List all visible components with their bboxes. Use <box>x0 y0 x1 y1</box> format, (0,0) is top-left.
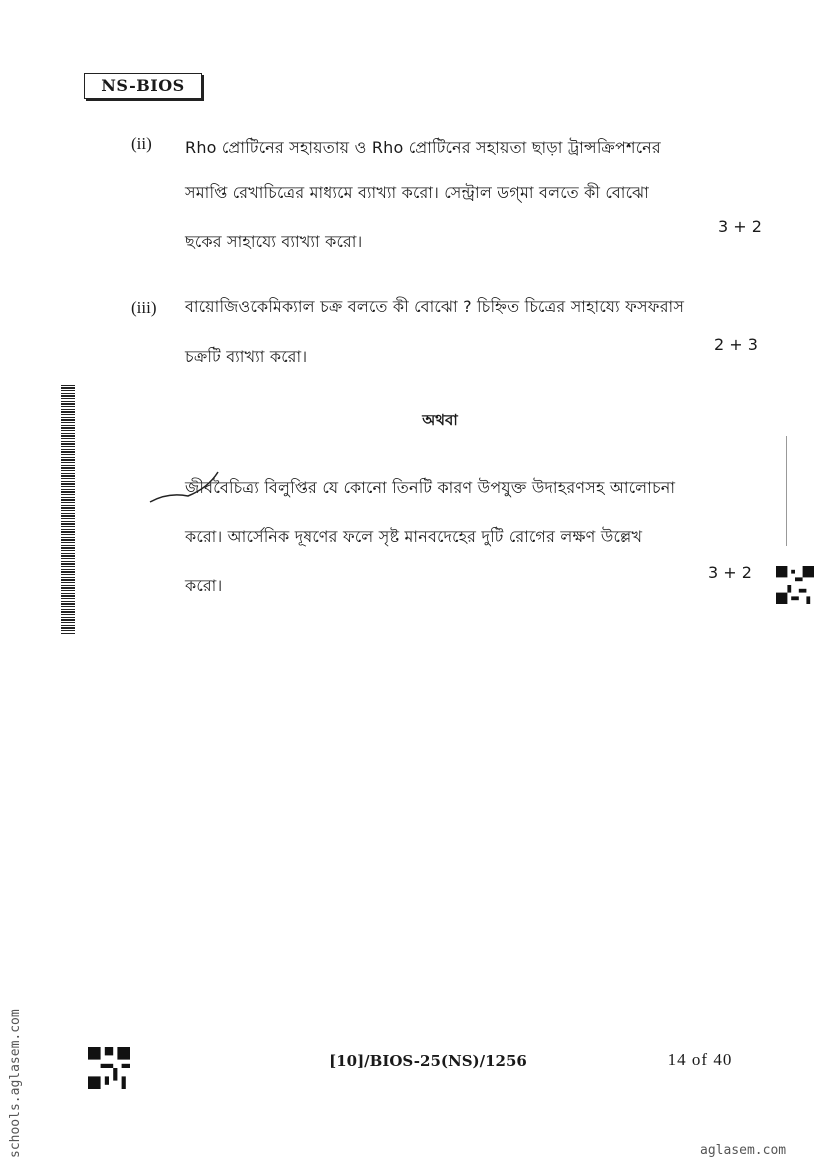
question-line: চক্রটি ব্যাখ্যা করো। <box>185 347 308 366</box>
question-line: সমাপ্তি রেখাচিত্রের মাধ্যমে ব্যাখ্যা করো। সেন্ট্রাল ডগ্‌মা বলতে কী বোঝো <box>185 183 649 202</box>
qr-code-icon <box>86 1047 132 1089</box>
qr-code-icon <box>776 566 814 604</box>
bottom-watermark: aglasem.com <box>700 1143 787 1158</box>
paper-code-box: NS-BIOS <box>84 73 202 99</box>
question-line: জীববৈচিত্র্য বিলুপ্তির যে কোনো তিনটি কারণ উপযুক্ত উদাহরণসহ আলোচনা <box>185 478 676 497</box>
scan-edge-line <box>786 436 787 546</box>
marks-label: 3 + 2 <box>708 563 752 582</box>
side-watermark: schools.aglasem.com <box>8 1009 23 1158</box>
marks-label: 3 + 2 <box>718 217 762 236</box>
question-line: করো। আর্সেনিক দূষণের ফলে সৃষ্ট মানবদেহের দুটি রোগের লক্ষণ উল্লেখ <box>185 527 643 546</box>
question-line: বায়োজিওকেমিক্যাল চক্র বলতে কী বোঝো ? চিহ্নিত চিত্রের সাহায্যে ফসফরাস <box>185 297 685 316</box>
question-line: Rho প্রোটিনের সহায়তায় ও Rho প্রোটিনের সহায়তা ছাড়া ট্রান্সক্রিপশনের <box>185 138 661 157</box>
or-label: অথবা <box>422 411 458 429</box>
question-line: ছকের সাহায্যে ব্যাখ্যা করো। <box>185 232 363 251</box>
page-number: 14 of 40 <box>667 1050 733 1069</box>
footer-paper-code: [10]/BIOS-25(NS)/1256 <box>329 1052 527 1070</box>
question-number: (ii) <box>131 134 152 153</box>
question-number: (iii) <box>131 298 157 317</box>
marks-label: 2 + 3 <box>714 335 758 354</box>
question-line: করো। <box>185 576 223 595</box>
barcode-icon <box>61 385 75 635</box>
